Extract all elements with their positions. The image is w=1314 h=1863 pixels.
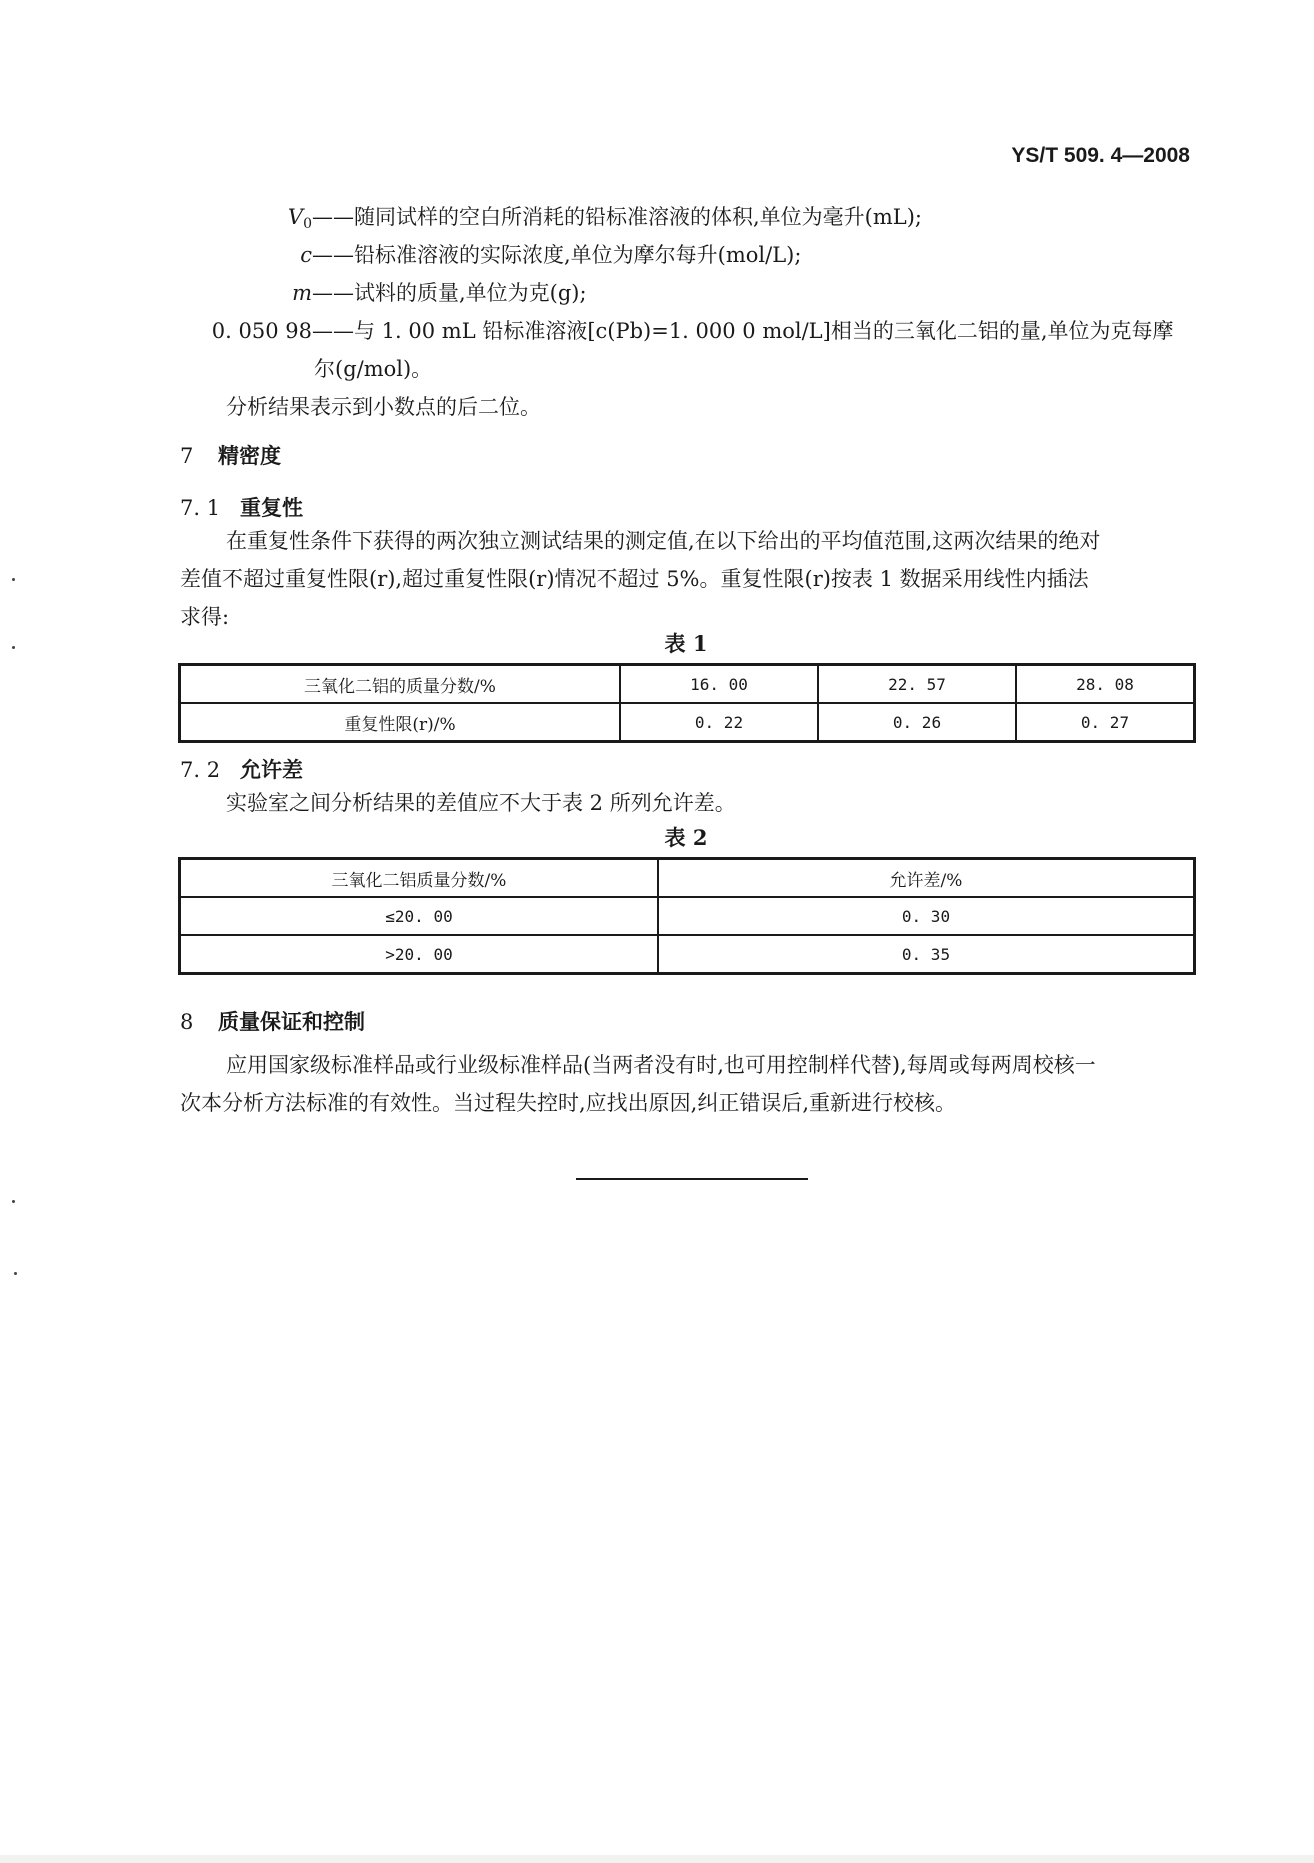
table-2-cell: 0. 35 <box>658 935 1195 974</box>
section-7-2-para: 实验室之间分析结果的差值应不大于表 2 所列允许差。 <box>226 791 736 815</box>
table-1-cell: 0. 27 <box>1016 703 1195 742</box>
scan-speck <box>14 1272 17 1275</box>
table-row <box>180 703 1195 742</box>
table-2-header-right: 允许差/% <box>658 859 1195 898</box>
table-row <box>180 859 1195 898</box>
table-2-cell: >20. 00 <box>180 935 659 974</box>
table-2-cell: 0. 30 <box>658 897 1195 935</box>
table-1-row2-label: 重复性限(r)/% <box>180 703 621 742</box>
table-row <box>180 665 1195 704</box>
table-2-cell: ≤20. 00 <box>180 897 659 935</box>
table-1-row1-label: 三氧化二铝的质量分数/% <box>180 665 621 704</box>
table-2 <box>178 857 1196 975</box>
scan-speck <box>12 646 15 649</box>
section-7-heading: 7 精密度 <box>180 443 281 468</box>
table-row <box>180 935 1195 974</box>
section-8-para-line1: 应用国家级标准样品或行业级标准样品(当两者没有时,也可用控制样代替),每周或每两周校核一 <box>226 1053 1096 1077</box>
table-1-cell: 22. 57 <box>818 665 1016 704</box>
end-rule <box>576 1178 808 1180</box>
table-1-caption: 表 1 <box>664 631 708 656</box>
scan-speck <box>12 1200 15 1203</box>
section-7-1-para-line1: 在重复性条件下获得的两次独立测试结果的测定值,在以下给出的平均值范围,这两次结果的绝对 <box>226 529 1101 553</box>
section-7-1-heading: 7. 1 重复性 <box>180 495 303 520</box>
section-7-2-heading: 7. 2 允许差 <box>180 757 303 782</box>
table-1-cell: 28. 08 <box>1016 665 1195 704</box>
table-2-caption: 表 2 <box>664 825 708 850</box>
table-2-header-left: 三氧化二铝质量分数/% <box>180 859 659 898</box>
definition-m: m——试料的质量,单位为克(g); <box>292 281 587 305</box>
table-row <box>180 897 1195 935</box>
scan-speck <box>12 578 15 581</box>
result-note: 分析结果表示到小数点的后二位。 <box>226 395 541 419</box>
table-1 <box>178 663 1196 743</box>
table-1-cell: 0. 22 <box>620 703 818 742</box>
table-1-cell: 0. 26 <box>818 703 1016 742</box>
definition-c: c——铅标准溶液的实际浓度,单位为摩尔每升(mol/L); <box>300 243 802 267</box>
standard-code-header: YS/T 509. 4—2008 <box>1011 144 1190 167</box>
section-8-para-line2: 次本分析方法标准的有效性。当过程失控时,应找出原因,纠正错误后,重新进行校核。 <box>180 1091 957 1115</box>
definition-factor-continuation: 尔(g/mol)。 <box>314 357 433 381</box>
table-1-cell: 16. 00 <box>620 665 818 704</box>
section-7-1-para-line2: 差值不超过重复性限(r),超过重复性限(r)情况不超过 5%。重复性限(r)按表 1 数据采用线性内插法 <box>180 567 1089 591</box>
definition-v0: $V_0——$随同试样的空白所消耗的铅标准溶液的体积,单位为毫升(mL); <box>287 205 922 232</box>
section-7-1-para-line3: 求得: <box>180 605 230 629</box>
page-bottom-edge <box>0 1855 1314 1863</box>
definition-factor: 0. 050 98——与 1. 00 mL 铅标准溶液[c(Pb)=1. 000 0 mol/L]相当的三氧化二铝的量,单位为克每摩 <box>211 319 1174 343</box>
section-8-heading: 8 质量保证和控制 <box>180 1009 365 1034</box>
